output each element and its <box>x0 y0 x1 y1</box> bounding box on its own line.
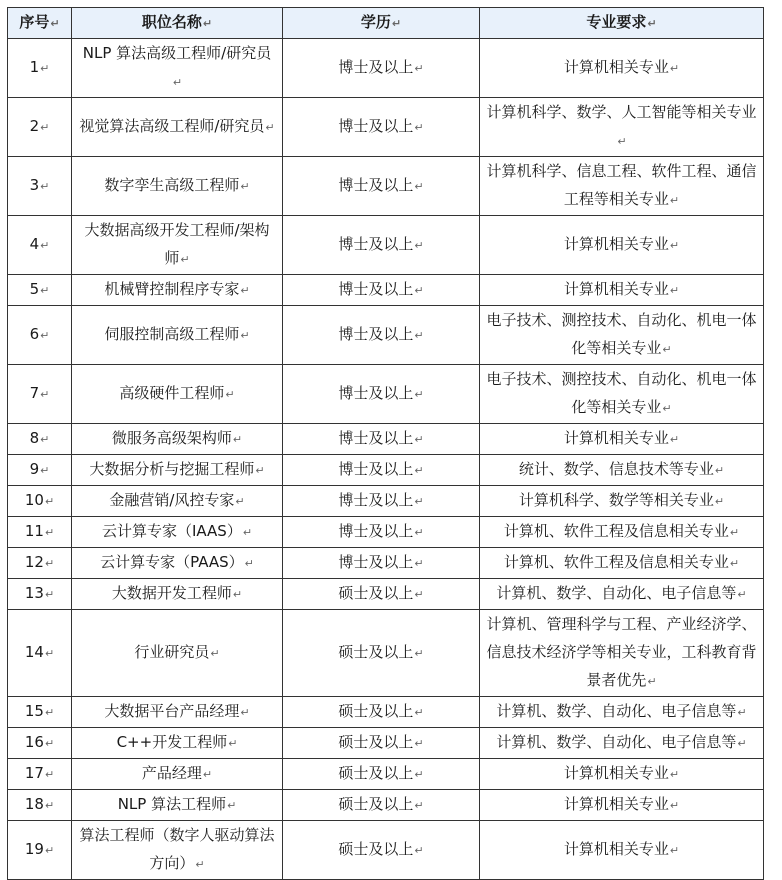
paragraph-mark-icon: ↵ <box>669 768 680 781</box>
paragraph-mark-icon: ↵ <box>172 76 183 89</box>
paragraph-mark-icon: ↵ <box>50 17 60 30</box>
row-number-cell <box>8 98 72 157</box>
header-cell <box>283 8 480 39</box>
paragraph-mark-icon: ↵ <box>44 737 55 750</box>
paragraph-mark-icon: ↵ <box>40 329 50 342</box>
row-number-cell <box>8 157 72 216</box>
paragraph-mark-icon: ↵ <box>414 239 424 252</box>
table-row <box>8 697 764 728</box>
major-requirement-cell <box>480 39 764 98</box>
paragraph-mark-icon: ↵ <box>44 647 55 660</box>
row-number-cell <box>8 610 72 697</box>
education: 硕士及以上 <box>338 795 414 813</box>
paragraph-mark-icon: ↵ <box>44 557 55 570</box>
row-number-cell <box>8 216 72 275</box>
row-number-cell <box>8 39 72 98</box>
major-requirement-cell <box>480 517 764 548</box>
job-title-cell <box>72 306 283 365</box>
row-number: 1 <box>29 58 40 76</box>
paragraph-mark-icon: ↵ <box>714 495 725 508</box>
paragraph-mark-icon: ↵ <box>617 135 627 148</box>
row-number-cell <box>8 455 72 486</box>
major-requirement: 计算机、软件工程及信息相关专业 <box>503 522 729 540</box>
row-number-cell <box>8 424 72 455</box>
paragraph-mark-icon: ↵ <box>414 526 424 539</box>
paragraph-mark-icon: ↵ <box>202 17 213 30</box>
job-title: 行业研究员 <box>134 643 210 661</box>
row-number: 6 <box>29 325 40 343</box>
major-requirement: 计算机相关专业 <box>563 764 669 782</box>
job-title: 算法工程师（数字人驱动算法方向） <box>79 826 275 872</box>
row-number-cell <box>8 759 72 790</box>
education-cell <box>283 39 480 98</box>
table-row <box>8 579 764 610</box>
major-requirement-cell <box>480 98 764 157</box>
major-requirement: 计算机科学、数学等相关专业 <box>518 491 714 509</box>
paragraph-mark-icon: ↵ <box>228 737 238 750</box>
paragraph-mark-icon: ↵ <box>737 588 747 601</box>
job-title-cell <box>72 365 283 424</box>
education-cell <box>283 759 480 790</box>
education: 博士及以上 <box>338 522 414 540</box>
major-requirement: 计算机科学、数学、人工智能等相关专业 <box>486 103 757 121</box>
row-number: 19 <box>24 840 44 858</box>
row-number: 4 <box>29 235 40 253</box>
job-title-cell <box>72 728 283 759</box>
major-requirement-cell <box>480 424 764 455</box>
paragraph-mark-icon: ↵ <box>714 464 725 477</box>
education-cell <box>283 98 480 157</box>
paragraph-mark-icon: ↵ <box>195 858 205 871</box>
education-cell <box>283 517 480 548</box>
job-title-cell <box>72 548 283 579</box>
row-number-cell <box>8 821 72 880</box>
major-requirement: 计算机、数学、自动化、电子信息等 <box>496 733 737 751</box>
table-row <box>8 610 764 697</box>
major-requirement-cell <box>480 216 764 275</box>
education-cell <box>283 275 480 306</box>
paragraph-mark-icon: ↵ <box>44 588 55 601</box>
job-title: NLP 算法高级工程师/研究员 <box>82 44 272 62</box>
major-requirement-cell <box>480 759 764 790</box>
major-requirement-cell <box>480 697 764 728</box>
major-requirement: 计算机、管理科学与工程、产业经济学、信息技术经济学等相关专业，工科教育背景者优先 <box>486 615 757 689</box>
paragraph-mark-icon: ↵ <box>669 194 680 207</box>
major-requirement: 计算机相关专业 <box>563 58 669 76</box>
major-requirement: 计算机相关专业 <box>563 235 669 253</box>
major-requirement-cell <box>480 275 764 306</box>
job-title: 高级硬件工程师 <box>119 384 225 402</box>
major-requirement: 计算机相关专业 <box>563 429 669 447</box>
paragraph-mark-icon: ↵ <box>232 433 243 446</box>
paragraph-mark-icon: ↵ <box>180 253 190 266</box>
paragraph-mark-icon: ↵ <box>391 17 402 30</box>
job-title-cell <box>72 424 283 455</box>
paragraph-mark-icon: ↵ <box>414 768 424 781</box>
job-title: 金融营销/风控专家 <box>109 491 235 509</box>
major-requirement: 统计、数学、信息技术等专业 <box>518 460 714 478</box>
paragraph-mark-icon: ↵ <box>202 768 213 781</box>
header-row <box>8 8 764 39</box>
header-cell <box>480 8 764 39</box>
row-number: 17 <box>24 764 44 782</box>
paragraph-mark-icon: ↵ <box>40 433 50 446</box>
paragraph-mark-icon: ↵ <box>669 844 680 857</box>
job-title: 微服务高级架构师 <box>111 429 232 447</box>
major-requirement-cell <box>480 157 764 216</box>
job-title-cell <box>72 157 283 216</box>
header-edu: 学历 <box>360 13 391 31</box>
education: 博士及以上 <box>338 429 414 447</box>
row-number: 15 <box>24 702 44 720</box>
table-row <box>8 157 764 216</box>
row-number-cell <box>8 306 72 365</box>
job-title-cell <box>72 610 283 697</box>
row-number: 14 <box>24 643 44 661</box>
paragraph-mark-icon: ↵ <box>414 706 424 719</box>
education-cell <box>283 157 480 216</box>
major-requirement: 计算机相关专业 <box>563 280 669 298</box>
paragraph-mark-icon: ↵ <box>232 588 243 601</box>
row-number: 5 <box>29 280 40 298</box>
header-title: 职位名称 <box>141 13 202 31</box>
paragraph-mark-icon: ↵ <box>235 495 245 508</box>
table-row <box>8 759 764 790</box>
paragraph-mark-icon: ↵ <box>662 343 672 356</box>
table-row <box>8 728 764 759</box>
job-title-cell <box>72 216 283 275</box>
row-number-cell <box>8 579 72 610</box>
paragraph-mark-icon: ↵ <box>242 526 253 539</box>
education-cell <box>283 579 480 610</box>
row-number: 12 <box>24 553 44 571</box>
major-requirement-cell <box>480 365 764 424</box>
education: 硕士及以上 <box>338 764 414 782</box>
row-number-cell <box>8 486 72 517</box>
major-requirement-cell <box>480 548 764 579</box>
job-title: 视觉算法高级工程师/研究员 <box>79 117 265 135</box>
job-table <box>7 7 764 880</box>
education: 硕士及以上 <box>338 643 414 661</box>
education-cell <box>283 697 480 728</box>
paragraph-mark-icon: ↵ <box>240 284 250 297</box>
education: 博士及以上 <box>338 235 414 253</box>
job-title-cell <box>72 39 283 98</box>
paragraph-mark-icon: ↵ <box>414 329 424 342</box>
header-no: 序号 <box>19 13 50 31</box>
job-title: 大数据开发工程师 <box>111 584 232 602</box>
row-number: 10 <box>24 491 44 509</box>
job-title: 机械臂控制程序专家 <box>104 280 240 298</box>
table-row <box>8 424 764 455</box>
paragraph-mark-icon: ↵ <box>40 464 50 477</box>
education-cell <box>283 365 480 424</box>
row-number-cell <box>8 365 72 424</box>
table-body <box>8 39 764 880</box>
education: 博士及以上 <box>338 325 414 343</box>
paragraph-mark-icon: ↵ <box>44 495 55 508</box>
job-title-cell <box>72 759 283 790</box>
job-title: 云计算专家（PAAS） <box>100 553 244 571</box>
paragraph-mark-icon: ↵ <box>729 526 740 539</box>
job-title: 大数据平台产品经理 <box>104 702 240 720</box>
paragraph-mark-icon: ↵ <box>647 17 657 30</box>
paragraph-mark-icon: ↵ <box>44 844 55 857</box>
job-title-cell <box>72 579 283 610</box>
paragraph-mark-icon: ↵ <box>44 526 55 539</box>
table-row <box>8 517 764 548</box>
education: 博士及以上 <box>338 58 414 76</box>
row-number: 9 <box>29 460 40 478</box>
row-number: 11 <box>24 522 44 540</box>
major-requirement: 计算机相关专业 <box>563 840 669 858</box>
table-row <box>8 455 764 486</box>
job-title-cell <box>72 517 283 548</box>
paragraph-mark-icon: ↵ <box>414 284 424 297</box>
job-title-cell <box>72 486 283 517</box>
paragraph-mark-icon: ↵ <box>40 180 50 193</box>
table-row <box>8 306 764 365</box>
paragraph-mark-icon: ↵ <box>414 180 424 193</box>
major-requirement: 计算机科学、信息工程、软件工程、通信工程等相关专业 <box>486 162 757 208</box>
major-requirement: 计算机、数学、自动化、电子信息等 <box>496 702 737 720</box>
row-number-cell <box>8 697 72 728</box>
major-requirement: 电子技术、测控技术、自动化、机电一体化等相关专业 <box>486 370 757 416</box>
education: 博士及以上 <box>338 280 414 298</box>
paragraph-mark-icon: ↵ <box>414 588 424 601</box>
paragraph-mark-icon: ↵ <box>414 737 424 750</box>
row-number-cell <box>8 548 72 579</box>
job-title: 数字孪生高级工程师 <box>104 176 240 194</box>
paragraph-mark-icon: ↵ <box>414 647 424 660</box>
education: 博士及以上 <box>338 176 414 194</box>
major-requirement-cell <box>480 306 764 365</box>
major-requirement-cell <box>480 821 764 880</box>
job-title: 大数据分析与挖掘工程师 <box>89 460 255 478</box>
paragraph-mark-icon: ↵ <box>240 329 250 342</box>
paragraph-mark-icon: ↵ <box>737 706 747 719</box>
header-major: 专业要求 <box>586 13 647 31</box>
table-row <box>8 365 764 424</box>
paragraph-mark-icon: ↵ <box>414 464 424 477</box>
paragraph-mark-icon: ↵ <box>414 557 424 570</box>
paragraph-mark-icon: ↵ <box>414 62 424 75</box>
paragraph-mark-icon: ↵ <box>647 675 657 688</box>
education-cell <box>283 424 480 455</box>
paragraph-mark-icon: ↵ <box>44 706 55 719</box>
paragraph-mark-icon: ↵ <box>244 557 254 570</box>
paragraph-mark-icon: ↵ <box>40 62 50 75</box>
paragraph-mark-icon: ↵ <box>669 284 680 297</box>
paragraph-mark-icon: ↵ <box>414 495 424 508</box>
education-cell <box>283 790 480 821</box>
paragraph-mark-icon: ↵ <box>40 121 50 134</box>
row-number-cell <box>8 790 72 821</box>
table-row <box>8 275 764 306</box>
major-requirement-cell <box>480 486 764 517</box>
table-row <box>8 790 764 821</box>
job-title: 产品经理 <box>141 764 202 782</box>
education: 博士及以上 <box>338 460 414 478</box>
major-requirement: 计算机相关专业 <box>563 795 669 813</box>
paragraph-mark-icon: ↵ <box>44 799 55 812</box>
paragraph-mark-icon: ↵ <box>265 121 275 134</box>
job-title: 伺服控制高级工程师 <box>104 325 240 343</box>
header-cell <box>72 8 283 39</box>
paragraph-mark-icon: ↵ <box>669 62 680 75</box>
paragraph-mark-icon: ↵ <box>44 768 55 781</box>
row-number: 7 <box>29 384 40 402</box>
job-title: NLP 算法工程师 <box>117 795 227 813</box>
table-row <box>8 548 764 579</box>
table-row <box>8 821 764 880</box>
job-title-cell <box>72 98 283 157</box>
education-cell <box>283 216 480 275</box>
paragraph-mark-icon: ↵ <box>669 433 680 446</box>
education: 硕士及以上 <box>338 733 414 751</box>
education: 硕士及以上 <box>338 840 414 858</box>
row-number-cell <box>8 275 72 306</box>
row-number: 16 <box>24 733 44 751</box>
job-title: 大数据高级开发工程师/架构师 <box>84 221 270 267</box>
row-number-cell <box>8 517 72 548</box>
row-number: 18 <box>24 795 44 813</box>
education: 博士及以上 <box>338 491 414 509</box>
paragraph-mark-icon: ↵ <box>40 239 50 252</box>
major-requirement: 计算机、软件工程及信息相关专业 <box>503 553 729 571</box>
job-title-cell <box>72 275 283 306</box>
job-title-cell <box>72 790 283 821</box>
education-cell <box>283 306 480 365</box>
education-cell <box>283 455 480 486</box>
job-title: C++开发工程师 <box>116 733 228 751</box>
table-row <box>8 486 764 517</box>
row-number: 2 <box>29 117 40 135</box>
paragraph-mark-icon: ↵ <box>414 799 424 812</box>
paragraph-mark-icon: ↵ <box>662 402 672 415</box>
paragraph-mark-icon: ↵ <box>240 180 250 193</box>
education: 博士及以上 <box>338 117 414 135</box>
education-cell <box>283 610 480 697</box>
table-row <box>8 216 764 275</box>
paragraph-mark-icon: ↵ <box>40 388 50 401</box>
paragraph-mark-icon: ↵ <box>210 647 220 660</box>
job-title-cell <box>72 455 283 486</box>
education: 硕士及以上 <box>338 584 414 602</box>
major-requirement-cell <box>480 610 764 697</box>
job-title-cell <box>72 697 283 728</box>
paragraph-mark-icon: ↵ <box>414 433 424 446</box>
major-requirement-cell <box>480 579 764 610</box>
paragraph-mark-icon: ↵ <box>255 464 265 477</box>
paragraph-mark-icon: ↵ <box>227 799 237 812</box>
table-row <box>8 98 764 157</box>
major-requirement-cell <box>480 790 764 821</box>
header-cell <box>8 8 72 39</box>
row-number: 13 <box>24 584 44 602</box>
paragraph-mark-icon: ↵ <box>225 388 235 401</box>
major-requirement-cell <box>480 455 764 486</box>
education-cell <box>283 486 480 517</box>
paragraph-mark-icon: ↵ <box>669 239 680 252</box>
row-number: 8 <box>29 429 40 447</box>
paragraph-mark-icon: ↵ <box>669 799 680 812</box>
table-row <box>8 39 764 98</box>
paragraph-mark-icon: ↵ <box>40 284 50 297</box>
row-number-cell <box>8 728 72 759</box>
paragraph-mark-icon: ↵ <box>240 706 250 719</box>
education: 硕士及以上 <box>338 702 414 720</box>
job-title-cell <box>72 821 283 880</box>
paragraph-mark-icon: ↵ <box>414 388 424 401</box>
paragraph-mark-icon: ↵ <box>414 121 424 134</box>
education-cell <box>283 821 480 880</box>
row-number: 3 <box>29 176 40 194</box>
major-requirement-cell <box>480 728 764 759</box>
education-cell <box>283 548 480 579</box>
major-requirement: 电子技术、测控技术、自动化、机电一体化等相关专业 <box>486 311 757 357</box>
paragraph-mark-icon: ↵ <box>737 737 747 750</box>
job-title: 云计算专家（IAAS） <box>101 522 242 540</box>
education: 博士及以上 <box>338 384 414 402</box>
paragraph-mark-icon: ↵ <box>414 844 424 857</box>
paragraph-mark-icon: ↵ <box>729 557 740 570</box>
major-requirement: 计算机、数学、自动化、电子信息等 <box>496 584 737 602</box>
education: 博士及以上 <box>338 553 414 571</box>
education-cell <box>283 728 480 759</box>
